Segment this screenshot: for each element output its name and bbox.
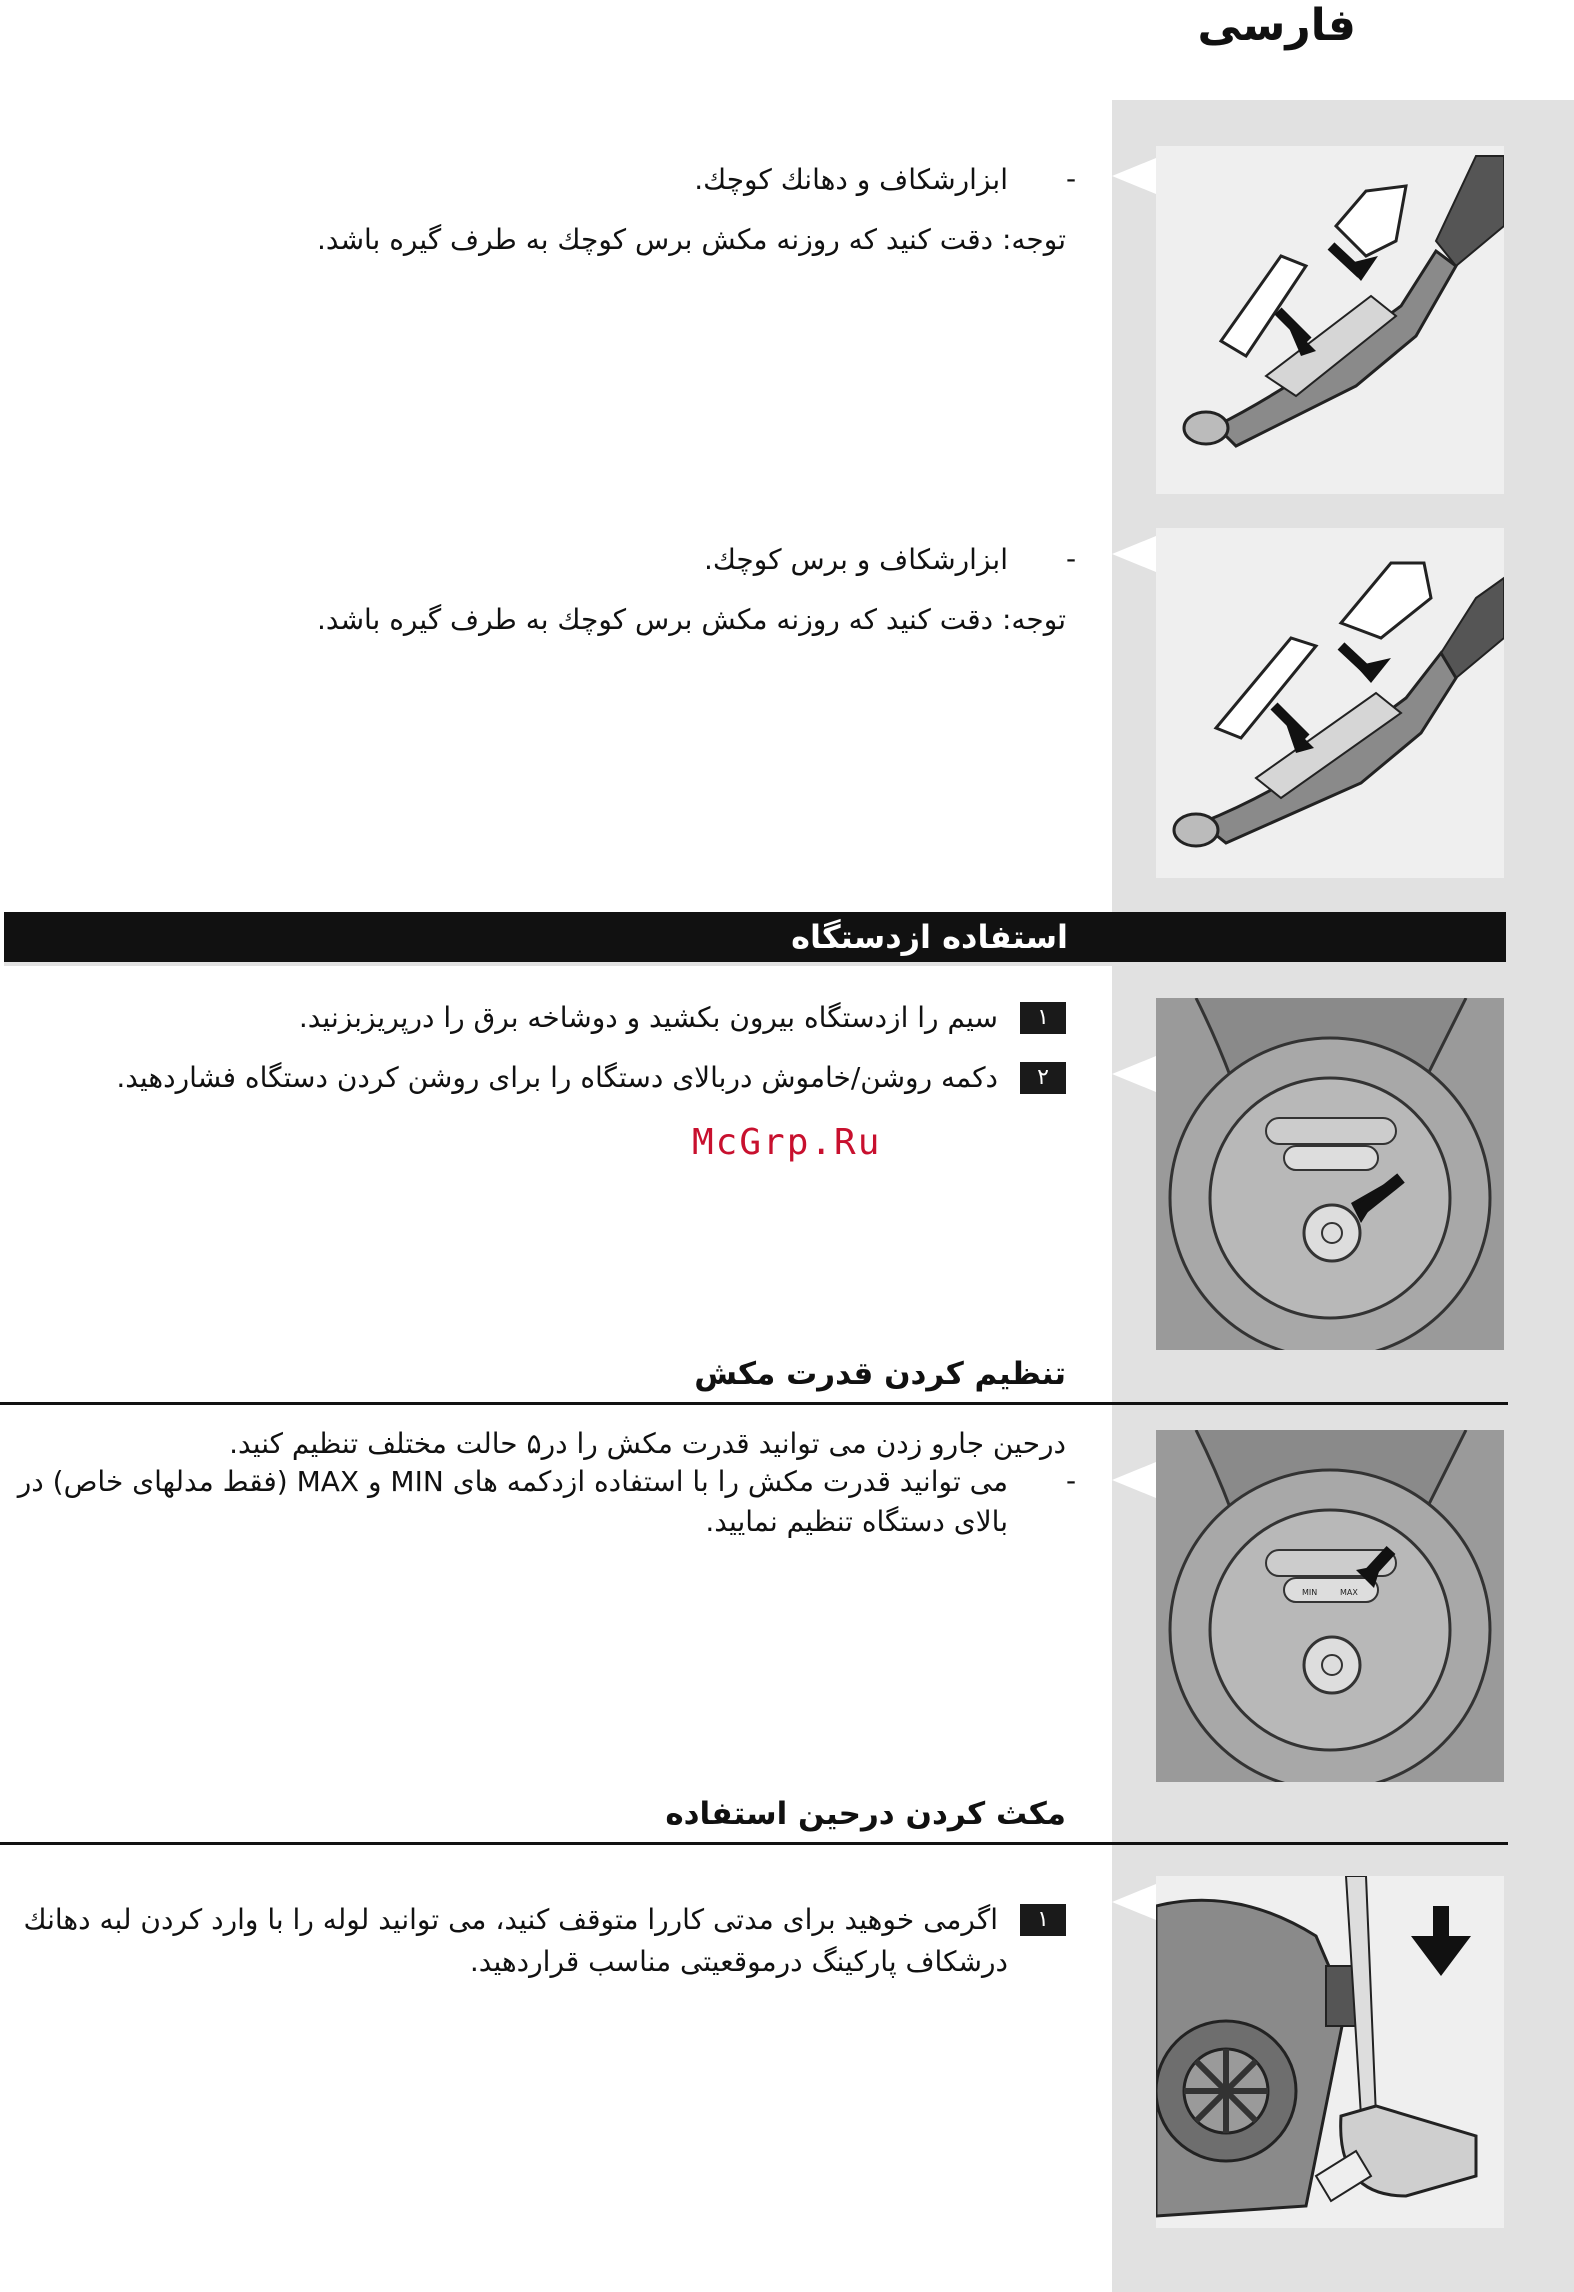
step-text: دکمه روشن/خاموش دربالای دستگاه را برای روشن کردن دستگاه فشاردهید.: [116, 1061, 998, 1094]
max-label: MAX: [1340, 1588, 1358, 1597]
accessory-note: توجه: دقت کنید که روزنه مکش برس کوچك به طرف گیره باشد.: [316, 603, 1066, 636]
figure-pointer: [1112, 1884, 1156, 1920]
watermark: McGrp.Ru: [692, 1122, 882, 1163]
bullet-dash: -: [1066, 542, 1077, 575]
suction-bullet-line1: می توانید قدرت مکش را با استفاده ازدکمه های MIN و MAX (فقط مدلهای خاص) در: [17, 1465, 1008, 1498]
figure-pointer: [1112, 536, 1156, 572]
figure-power-button: [1156, 998, 1504, 1350]
section-bar: [4, 912, 1506, 966]
suction-intro: درحین جارو زدن می توانید قدرت مکش را در۵ حالت مختلف تنظیم کنید.: [229, 1427, 1066, 1460]
section-title: استفاده ازدستگاه: [791, 918, 1068, 956]
figure-parking: [1156, 1876, 1504, 2228]
pause-line2: درشکاف پارکینگ درموقعیتی مناسب قراردهید.: [469, 1945, 1008, 1978]
min-label: MIN: [1302, 1588, 1318, 1597]
accessory-item: ابزارشکاف و دهانك کوچك.: [694, 163, 1008, 196]
figure-pointer: [1112, 1056, 1156, 1092]
pause-line1: اگرمی خوهید برای مدتی کاررا متوقف کنید، می توانید لوله را با وارد کردن لبه دهانك: [23, 1903, 998, 1936]
step-text: سیم را ازدستگاه بیرون بکشید و دوشاخه برق را درپریزبزنید.: [298, 1001, 998, 1034]
figure-pointer: [1112, 1462, 1156, 1498]
figure-crevice-nozzle: [1156, 146, 1504, 494]
figure-min-max: [1156, 1430, 1504, 1782]
step-number: ١: [1020, 1002, 1066, 1034]
figure-crevice-brush: [1156, 528, 1504, 878]
suction-bullet-line2: بالای دستگاه تنظیم نمایید.: [705, 1505, 1008, 1538]
accessory-note: توجه: دقت کنید که روزنه مکش برس کوچك به طرف گیره باشد.: [316, 223, 1066, 256]
heading-rule: [0, 1402, 1508, 1405]
heading-rule: [0, 1842, 1508, 1845]
step-number: ٢: [1020, 1062, 1066, 1094]
figure-pointer: [1112, 158, 1156, 194]
language-title: فارسی: [1197, 0, 1356, 51]
accessory-item: ابزارشکاف و برس کوچك.: [703, 543, 1008, 576]
bullet-dash: -: [1066, 1464, 1077, 1497]
bullet-dash: -: [1066, 162, 1077, 195]
pause-heading: مکث کردن درحین استفاده: [665, 1796, 1066, 1832]
suction-heading: تنظیم کردن قدرت مکش: [694, 1356, 1066, 1392]
step-number: ١: [1020, 1904, 1066, 1936]
